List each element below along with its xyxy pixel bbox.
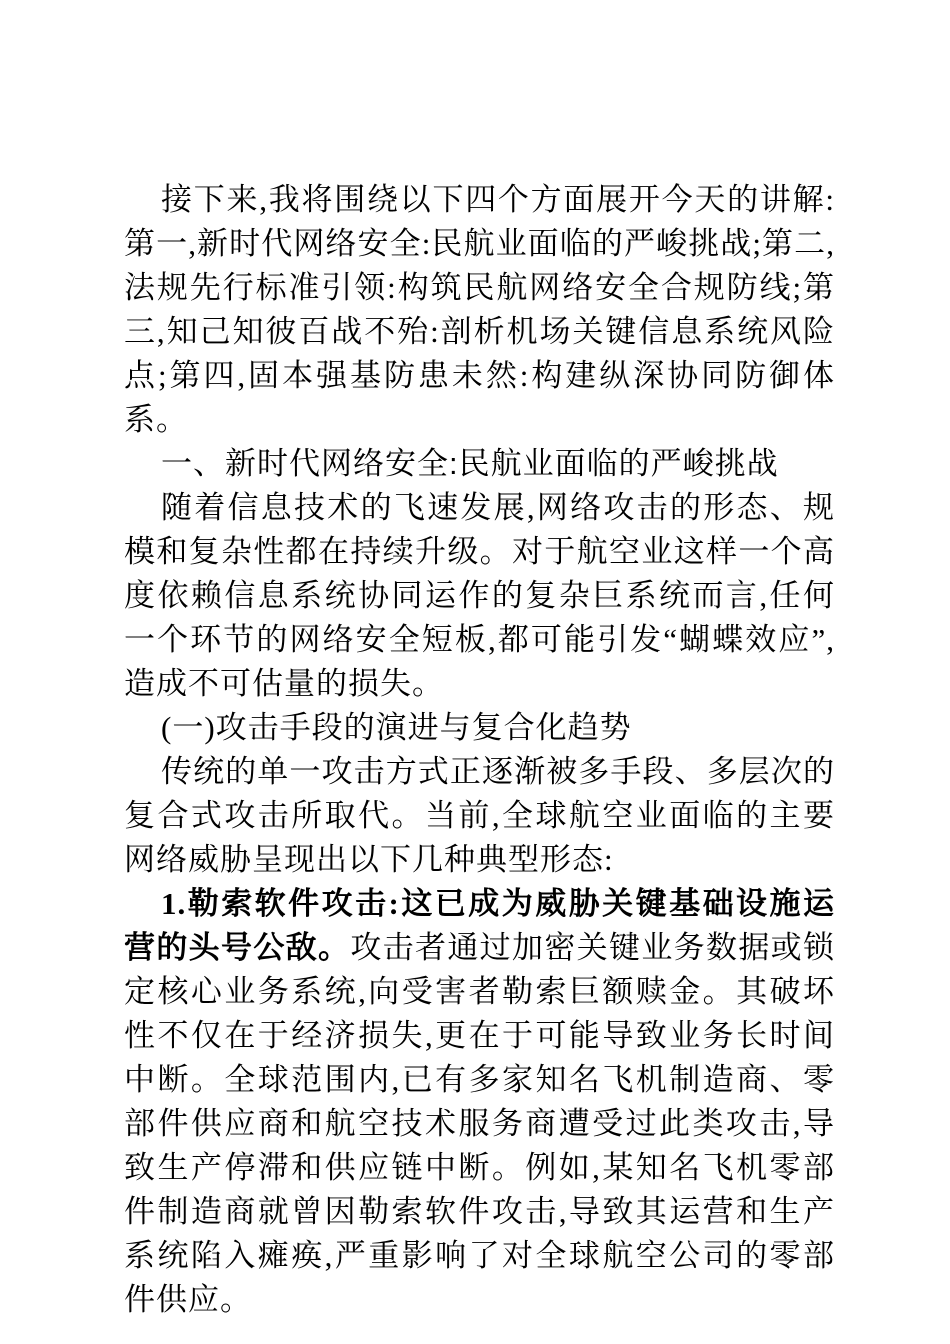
document-content: [124, 178, 835, 1322]
ransomware-body-text: 攻击者通过加密关键业务数据或锁定核心业务系统,向受害者勒索巨额赎金。其破坏性不仅在于经济损失,更在于可能导致业务长时间中断。全球范围内,已有多家知名飞机制造商、零部件供应商和航空技术服务商遭受过此类攻击,导致生产停滞和供应链中断。例如,某知名飞机零部件制造商就曾因勒索软件攻击,导致其运营和生产系统陷入瘫痪,严重影响了对全球航空公司的零部件供应。: [124, 930, 836, 1317]
paragraph-threat-background: 随着信息技术的飞速发展,网络攻击的形态、规模和复杂性都在持续升级。对于航空业这样一个高度依赖信息系统协同运作的复杂巨系统而言,任何一个环节的网络安全短板,都可能引发“蝴蝶效应”,造成不可估量的损失。: [124, 490, 835, 701]
subsection-heading-attack-evolution: (一)攻击手段的演进与复合化趋势: [161, 710, 632, 745]
section-heading-new-era-network-security: 一、新时代网络安全:民航业面临的严峻挑战: [161, 446, 779, 481]
paragraph-ransomware-attack: [124, 882, 835, 1322]
paragraph-composite-attack-trend: 传统的单一攻击方式正逐渐被多手段、多层次的复合式攻击所取代。当前,全球航空业面临的主要网络威胁呈现出以下几种典型形态:: [124, 754, 835, 877]
ransomware-lead-bold-text: 1.勒索软件攻击:这已成为威胁关键基础设施运营的头号公敌。: [124, 886, 835, 965]
paragraph-lecture-outline: 接下来,我将围绕以下四个方面展开今天的讲解:第一,新时代网络安全:民航业面临的严峻挑战;第二,法规先行标准引领:构筑民航网络安全合规防线;第三,知己知彼百战不殆:剖析机场关键信息系统风险点;第四,固本强基防患未然:构建纵深协同防御体系。: [124, 182, 835, 437]
